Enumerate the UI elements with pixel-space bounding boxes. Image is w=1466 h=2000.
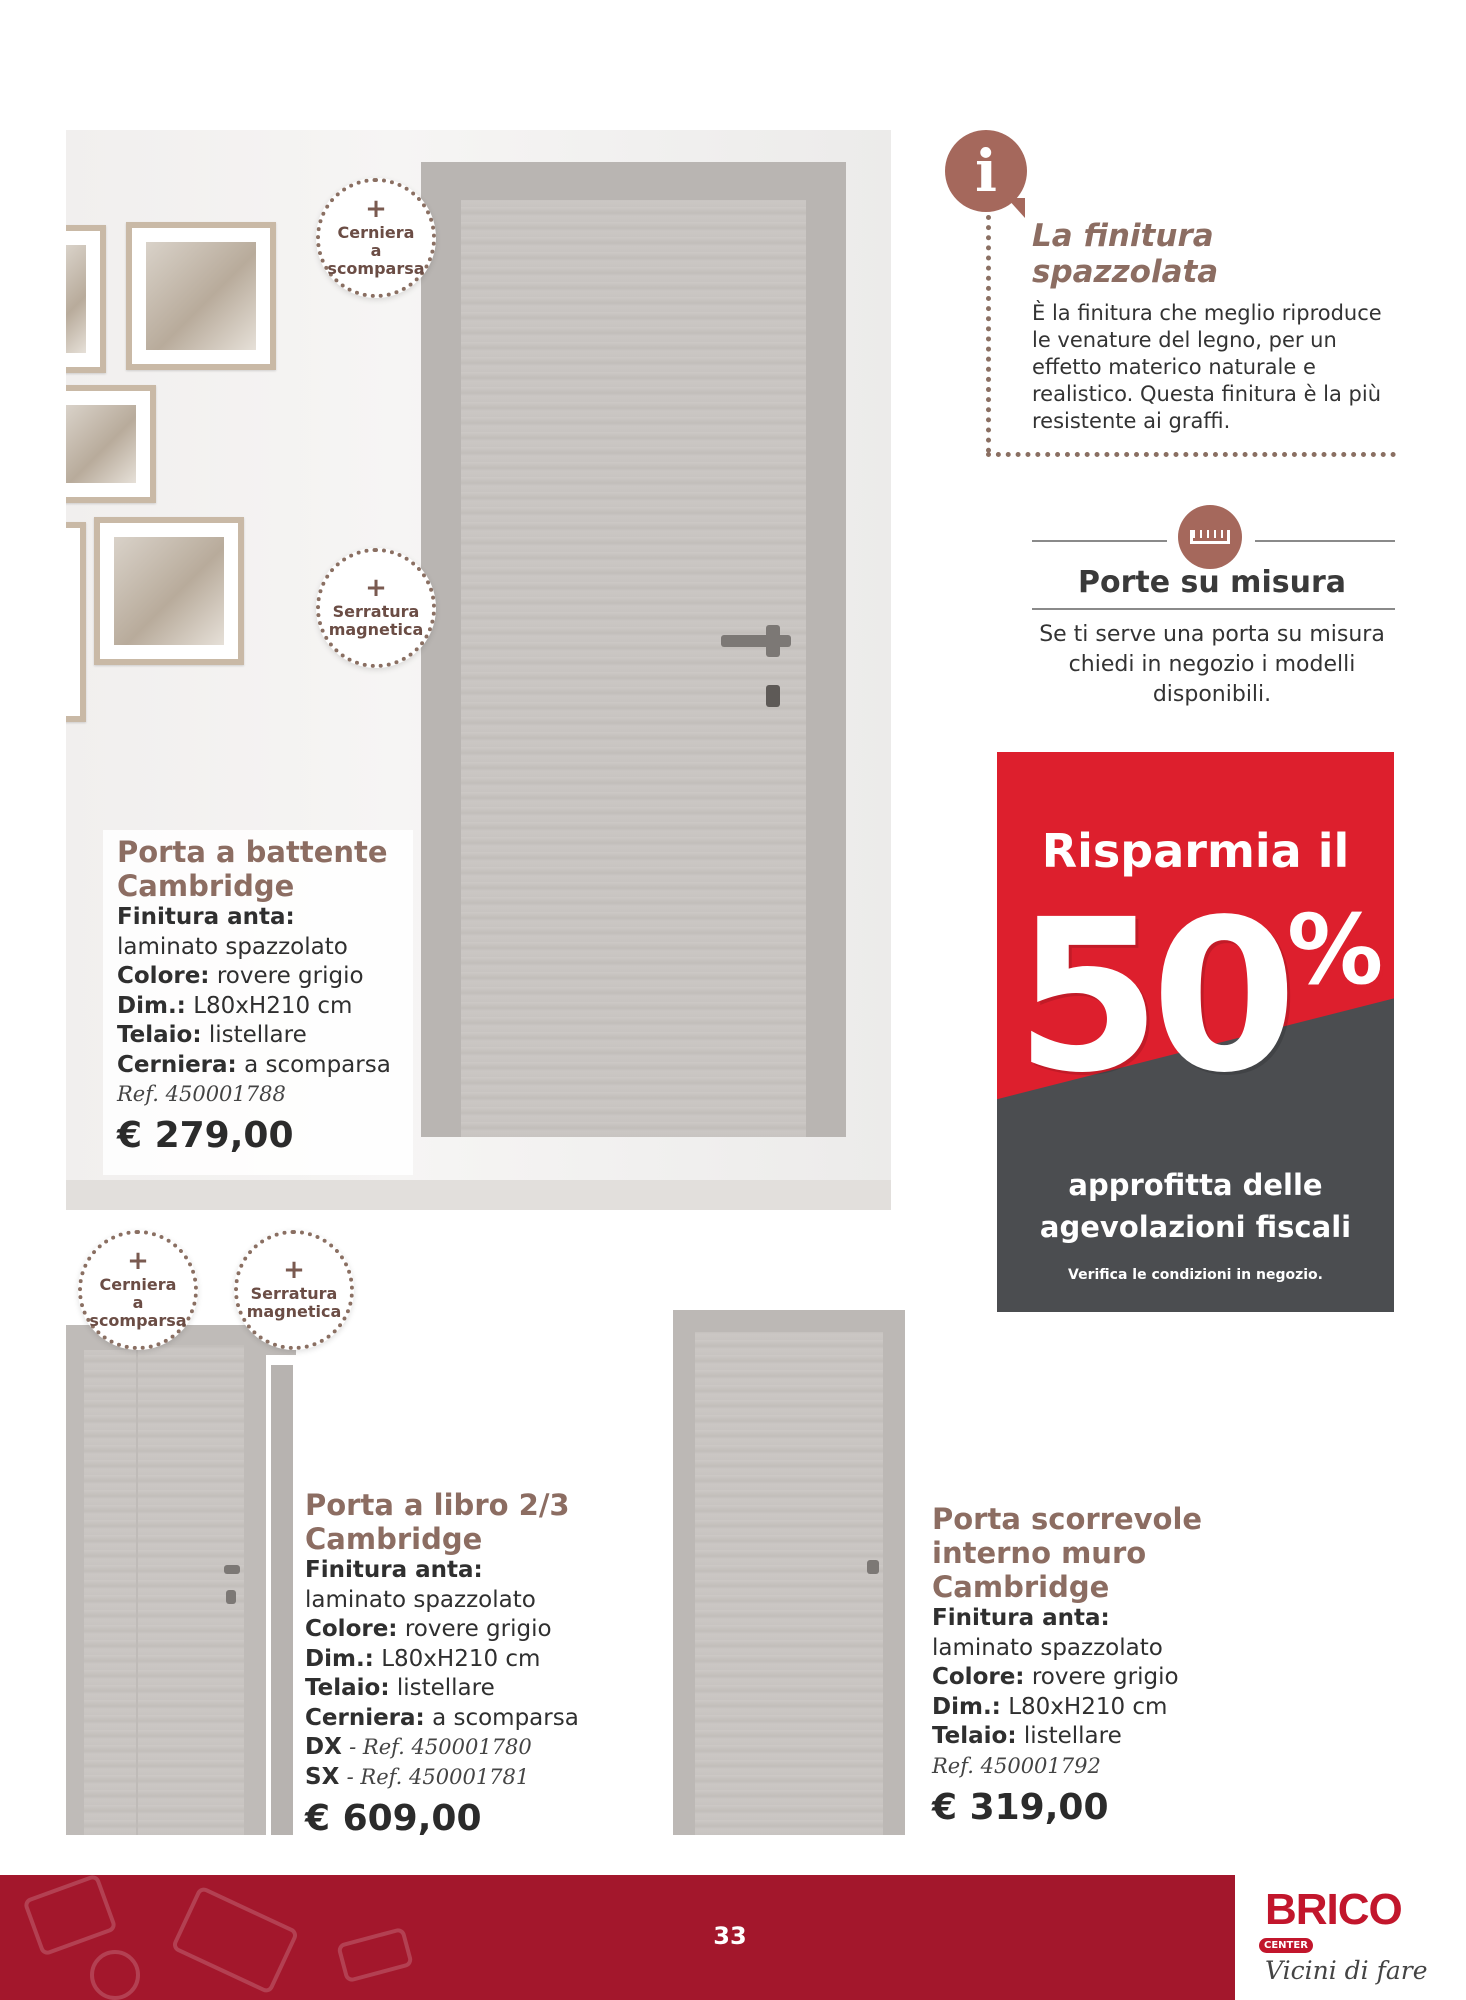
dim-value: L80xH210 cm [1008, 1693, 1168, 1720]
plus-icon: + [127, 1246, 149, 1276]
product-ref: Ref. 450001788 [117, 1082, 286, 1106]
promo-banner [997, 752, 1394, 1312]
finish-label: Finitura anta: [117, 904, 295, 930]
page-number: 33 [713, 1922, 747, 1950]
promo-headline: Risparmia il [1041, 824, 1350, 878]
brand-name: BRICO [1265, 1885, 1402, 1934]
sliding-product-details [932, 1502, 1262, 1828]
picture-frame [66, 522, 86, 722]
dim-value: L80xH210 cm [381, 1645, 541, 1672]
hinge-value: a scomparsa [244, 1051, 391, 1078]
frame-label: Telaio: [932, 1723, 1017, 1749]
picture-frame [94, 517, 244, 665]
plus-icon: + [365, 194, 387, 224]
door-handle [721, 635, 791, 647]
color-label: Colore: [932, 1664, 1025, 1690]
finish-value: laminato spazzolato [305, 1586, 536, 1613]
promo-percent: % [1287, 894, 1384, 1006]
dx-label: DX [305, 1734, 342, 1760]
custom-size-title: Porte su misura [1078, 565, 1346, 600]
hinge-value: a scomparsa [432, 1704, 579, 1731]
divider-line [1032, 608, 1395, 610]
finish-label: Finitura anta: [305, 1557, 483, 1583]
badge-text: Cerniera a scomparsa [327, 223, 425, 278]
hinge-label: Cerniera: [117, 1051, 237, 1078]
promo-subline: approfitta delle agevolazioni fiscali [1039, 1168, 1352, 1244]
brand-tag: CENTER [1259, 1938, 1313, 1953]
dim-label: Dim.: [117, 992, 186, 1019]
divider-line [1032, 540, 1167, 542]
custom-size-body: Se ti serve una porta su misura chiedi in negozio i modelli disponibili. [1039, 622, 1385, 707]
dotted-divider-horizontal [986, 452, 1396, 457]
dx-ref: - Ref. 450001780 [349, 1735, 532, 1759]
folding-door-photo [66, 1325, 296, 1835]
color-value: rovere grigio [216, 963, 364, 989]
hinge-label: Cerniera: [305, 1704, 425, 1731]
frame-label: Telaio: [117, 1022, 202, 1048]
frame-value: listellare [1023, 1723, 1122, 1749]
hero-product-details [117, 835, 407, 1156]
frame-value: listellare [396, 1675, 495, 1701]
product-name: Porta a battente Cambridge [117, 835, 388, 903]
promo-number: 50 [1015, 874, 1288, 1119]
badge-text: Serratura magnetica [246, 1284, 342, 1321]
feature-badge-magnetic-lock [316, 548, 436, 668]
plus-icon: + [365, 573, 387, 603]
color-label: Colore: [117, 963, 210, 989]
finish-info-body: È la finitura che meglio riproduce le venature del legno, per un effetto materico naturale e realistico. Questa finitura è la più resistente ai graffi. [1032, 301, 1382, 433]
finish-label: Finitura anta: [932, 1605, 1110, 1631]
color-label: Colore: [305, 1616, 398, 1642]
divider-line [1255, 540, 1395, 542]
door-lock [766, 685, 780, 707]
ruler-icon [1178, 505, 1242, 569]
dim-value: L80xH210 cm [193, 992, 353, 1019]
product-price: € 279,00 [117, 1115, 294, 1156]
finish-value: laminato spazzolato [932, 1634, 1163, 1661]
folding-product-details [305, 1488, 645, 1839]
picture-frame [66, 385, 156, 503]
feature-badge-magnetic-lock [234, 1230, 354, 1350]
color-value: rovere grigio [404, 1616, 552, 1642]
frame-value: listellare [208, 1022, 307, 1048]
product-ref: Ref. 450001792 [932, 1753, 1101, 1778]
picture-frame [66, 225, 106, 373]
promo-note: Verifica le condizioni in negozio. [1068, 1267, 1323, 1283]
tool-doodle [170, 1885, 299, 1995]
picture-frame [126, 222, 276, 370]
sliding-door-photo [673, 1310, 905, 1835]
product-name: Porta a libro 2/3 Cambridge [305, 1488, 570, 1556]
tool-doodle [22, 1875, 118, 1957]
brand-slogan: Vicini di fare [1265, 1956, 1428, 1985]
finish-value: laminato spazzolato [117, 933, 348, 960]
feature-badge-hidden-hinge [316, 178, 436, 298]
footer-band [0, 1875, 1235, 2000]
plus-icon: + [283, 1255, 305, 1285]
color-value: rovere grigio [1031, 1664, 1179, 1690]
finish-info-title: La finitura spazzolata [1032, 218, 1219, 290]
dotted-divider-vertical [986, 215, 991, 453]
door-panel [461, 200, 806, 1137]
dim-label: Dim.: [305, 1645, 374, 1672]
info-icon-letter: i [974, 137, 998, 205]
floor [66, 1180, 891, 1210]
dim-label: Dim.: [932, 1693, 1001, 1720]
tool-doodle [90, 1950, 140, 2000]
product-name: Porta scorrevole interno muro Cambridge [932, 1502, 1203, 1604]
frame-label: Telaio: [305, 1675, 390, 1701]
product-price: € 609,00 [305, 1798, 482, 1839]
badge-text: Serratura magnetica [328, 602, 424, 639]
badge-text: Cerniera a scomparsa [89, 1275, 187, 1330]
door-handle-rose [766, 625, 780, 657]
product-price: € 319,00 [932, 1786, 1109, 1828]
sx-label: SX [305, 1763, 340, 1790]
feature-badge-hidden-hinge [78, 1230, 198, 1350]
tool-doodle [336, 1927, 414, 1984]
brico-center-logo [1265, 1885, 1435, 1995]
info-icon [945, 130, 1027, 212]
sx-ref: - Ref. 450001781 [346, 1764, 530, 1789]
